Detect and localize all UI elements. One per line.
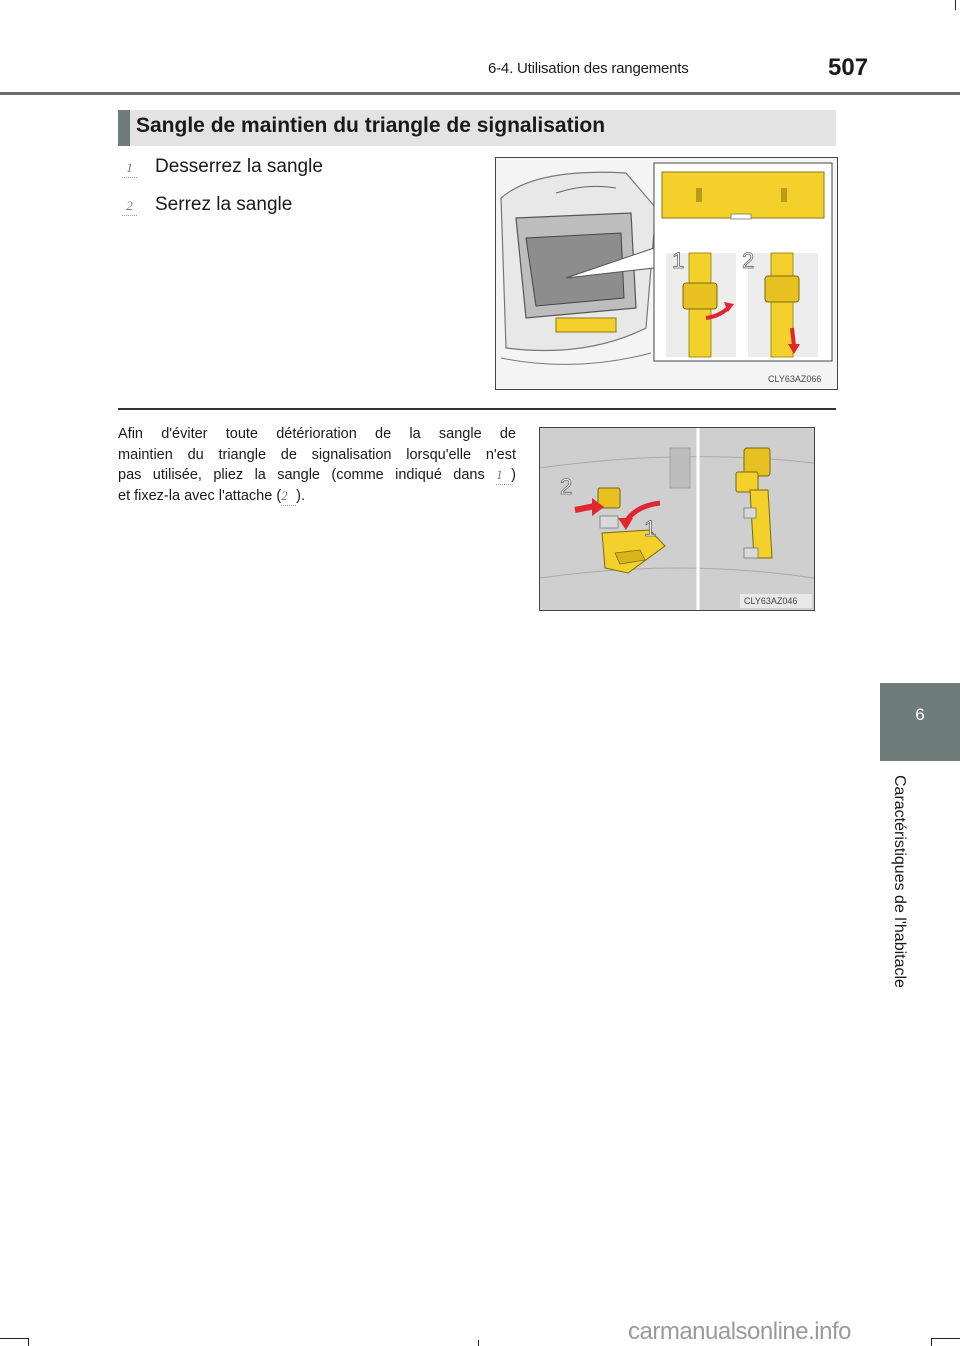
crop-mark	[0, 1338, 28, 1339]
figure-strap-adjust	[495, 157, 838, 390]
header-rule	[0, 92, 960, 95]
reference-number: 1	[496, 467, 511, 483]
step-text: Desserrez la sangle	[155, 156, 323, 177]
step-item	[122, 194, 292, 216]
crop-mark	[955, 0, 956, 10]
step-text: Serrez la sangle	[155, 194, 293, 215]
section-heading-bar	[118, 110, 836, 146]
step-item	[122, 156, 323, 178]
figure-callout-2: 2	[742, 248, 755, 273]
figure-callout-2: 2	[560, 474, 573, 499]
paragraph-text: et fixez-la avec l'attache (	[118, 487, 282, 504]
section-title: Sangle de maintien du triangle de signalisation	[136, 114, 606, 137]
crop-mark	[931, 1338, 960, 1339]
step-number: 2	[122, 198, 137, 214]
page-number: 507	[828, 54, 869, 81]
paragraph-line	[118, 465, 516, 486]
crop-mark	[478, 1340, 479, 1346]
instruction-paragraph	[118, 424, 516, 506]
paragraph-text: )	[511, 467, 516, 483]
chapter-number: 6	[915, 705, 925, 724]
paragraph-line	[118, 486, 516, 507]
footer-watermark: carmanualsonline.info	[628, 1318, 851, 1345]
paragraph-line: Afin d'éviter toute détérioration de la sangle de	[118, 426, 516, 442]
reference-number: 2	[281, 488, 296, 504]
chapter-title: Caractéristiques de l'habitacle	[891, 775, 908, 988]
section-accent	[118, 110, 130, 146]
paragraph-text: ).	[296, 487, 306, 504]
figure-strap-fold	[539, 427, 815, 611]
running-header: 6-4. Utilisation des rangements	[488, 60, 689, 77]
figure-callout-1: 1	[672, 248, 685, 273]
chapter-side-label	[881, 775, 917, 1010]
crop-mark	[931, 1338, 932, 1346]
figure-callout-1: 1	[644, 516, 657, 541]
chapter-tab	[880, 683, 960, 761]
figure-code: CLY63AZ046	[744, 596, 798, 606]
crop-mark	[28, 1338, 29, 1346]
figure-code: CLY63AZ066	[768, 374, 822, 384]
step-number: 1	[122, 160, 137, 176]
paragraph-line: maintien du triangle de signalisation lorsqu'elle n'est	[118, 446, 516, 463]
paragraph-text: pas utilisée, pliez la sangle (comme indiqué dans	[118, 467, 497, 483]
section-separator	[118, 408, 836, 410]
